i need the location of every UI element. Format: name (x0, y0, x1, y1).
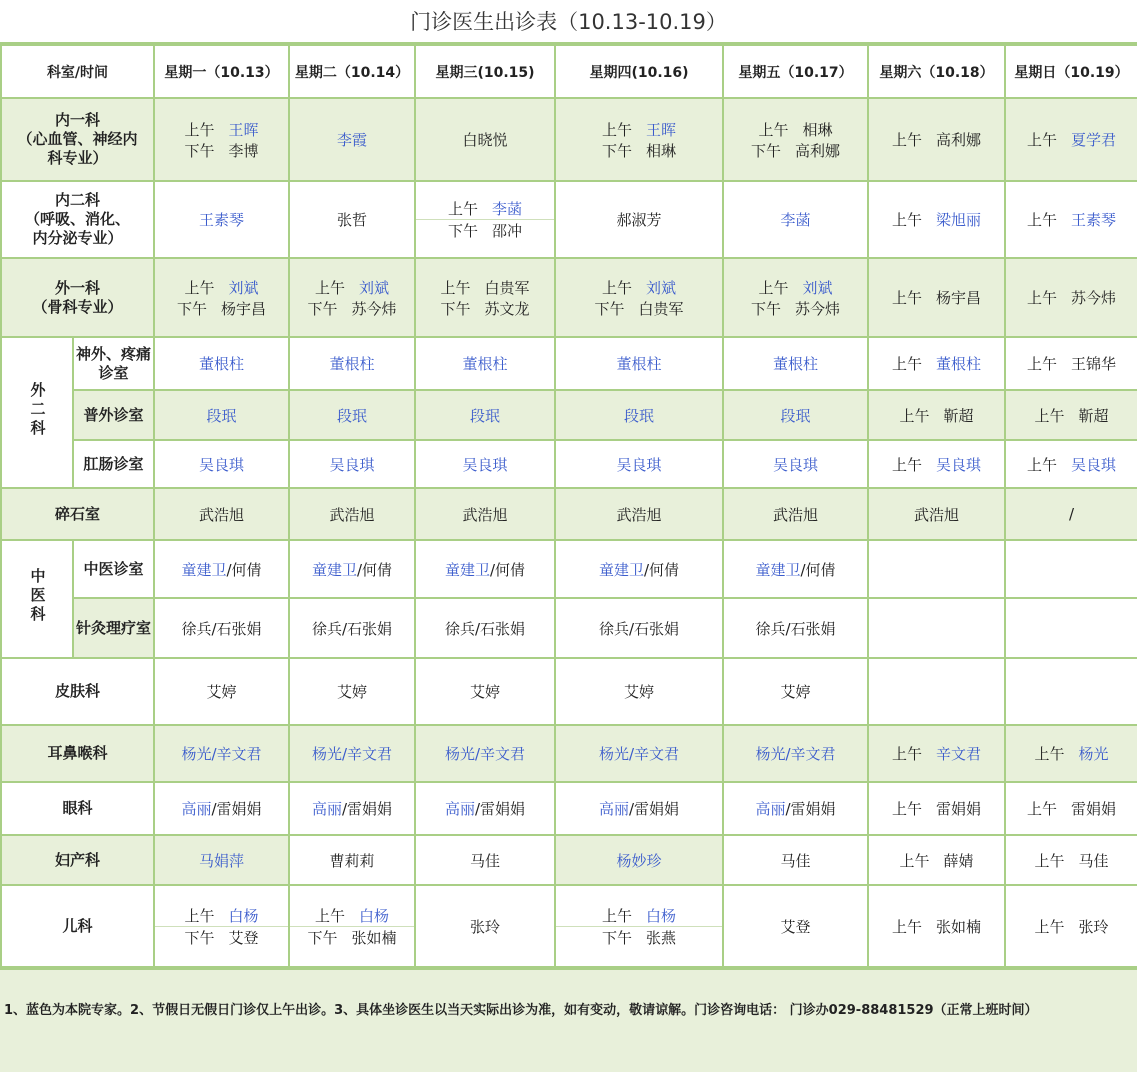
cell: 杨光/辛文君 (723, 725, 868, 782)
row-zhongyi-zhenjiu (1, 598, 1137, 658)
dept-nei2: 内二科 （呼吸、消化、 内分泌专业） (1, 181, 154, 258)
cell: 董根柱 (415, 337, 555, 390)
cell: 童建卫/何倩 (415, 540, 555, 598)
cell: 武浩旭 (415, 488, 555, 540)
cell: 上午 王素琴 (1005, 181, 1137, 258)
subdept-gangchang: 肛肠诊室 (73, 440, 154, 488)
cell: 徐兵/石张娟 (723, 598, 868, 658)
cell: 马娟萍 (154, 835, 289, 885)
cell: 艾婷 (555, 658, 723, 725)
cell: 杨光/辛文君 (154, 725, 289, 782)
cell: 武浩旭 (154, 488, 289, 540)
cell: 吴良琪 (555, 440, 723, 488)
cell: 上午 雷娟娟 (1005, 782, 1137, 835)
cell: 武浩旭 (289, 488, 415, 540)
row-zhongyi-zhenshi (1, 540, 1137, 598)
cell: 杨光/辛文君 (289, 725, 415, 782)
dept-pifu: 皮肤科 (1, 658, 154, 725)
row-wai2-gangchang (1, 440, 1137, 488)
row-pifu (1, 658, 1137, 725)
page-title: 门诊医生出诊表（10.13-10.19） (0, 0, 1137, 44)
cell: 上午 靳超 (868, 390, 1005, 440)
cell: 上午 相琳 下午 高利娜 (723, 98, 868, 181)
row-er (1, 885, 1137, 967)
cell: 徐兵/石张娟 (415, 598, 555, 658)
cell (868, 598, 1005, 658)
subdept-shenwai: 神外、疼痛诊室 (73, 337, 154, 390)
cell: 董根柱 (723, 337, 868, 390)
row-suishi (1, 488, 1137, 540)
cell: 童建卫/何倩 (154, 540, 289, 598)
cell: 上午 夏学君 (1005, 98, 1137, 181)
dept-er: 儿科 (1, 885, 154, 967)
row-erbi (1, 725, 1137, 782)
cell: 马佳 (723, 835, 868, 885)
cell: 上午 张玲 (1005, 885, 1137, 967)
cell (1005, 598, 1137, 658)
cell: 艾婷 (723, 658, 868, 725)
cell: 童建卫/何倩 (723, 540, 868, 598)
cell (1005, 540, 1137, 598)
cell: 段珉 (555, 390, 723, 440)
cell: 上午 李菡 下午 邵冲 (415, 181, 555, 258)
header-saturday: 星期六（10.18） (868, 45, 1005, 98)
cell: 艾婷 (154, 658, 289, 725)
header-friday: 星期五（10.17） (723, 45, 868, 98)
cell: 上午 王锦华 (1005, 337, 1137, 390)
cell: 上午 刘斌 下午 苏今炜 (289, 258, 415, 337)
cell: 吴良琪 (415, 440, 555, 488)
subdept-zhenjiu: 针灸理疗室 (73, 598, 154, 658)
header-tuesday: 星期二（10.14） (289, 45, 415, 98)
dept-nei1: 内一科 （心血管、神经内 科专业） (1, 98, 154, 181)
cell: 上午 辛文君 (868, 725, 1005, 782)
dept-wai2: 外二科 (1, 337, 73, 488)
cell: 张玲 (415, 885, 555, 967)
cell: 徐兵/石张娟 (289, 598, 415, 658)
cell: 上午 刘斌 下午 苏今炜 (723, 258, 868, 337)
cell: 上午 白贵军 下午 苏文龙 (415, 258, 555, 337)
cell: 武浩旭 (868, 488, 1005, 540)
cell: 董根柱 (154, 337, 289, 390)
cell: 杨光/辛文君 (415, 725, 555, 782)
cell: 高丽/雷娟娟 (154, 782, 289, 835)
cell: 上午 薛婧 (868, 835, 1005, 885)
cell: 高丽/雷娟娟 (289, 782, 415, 835)
cell: 艾登 (723, 885, 868, 967)
cell: / (1005, 488, 1137, 540)
row-yan (1, 782, 1137, 835)
cell: 上午 杨光 (1005, 725, 1137, 782)
cell: 上午 杨宇昌 (868, 258, 1005, 337)
cell: 董根柱 (289, 337, 415, 390)
cell: 上午 白杨 下午 张燕 (555, 885, 723, 967)
header-wednesday: 星期三(10.15) (415, 45, 555, 98)
cell (1005, 658, 1137, 725)
cell: 童建卫/何倩 (289, 540, 415, 598)
cell: 徐兵/石张娟 (154, 598, 289, 658)
cell: 李霞 (289, 98, 415, 181)
cell: 张哲 (289, 181, 415, 258)
cell: 吴良琪 (289, 440, 415, 488)
cell: 段珉 (415, 390, 555, 440)
cell: 曹莉莉 (289, 835, 415, 885)
cell: 段珉 (289, 390, 415, 440)
cell: 吴良琪 (723, 440, 868, 488)
cell: 上午 靳超 (1005, 390, 1137, 440)
cell: 徐兵/石张娟 (555, 598, 723, 658)
cell: 上午 高利娜 (868, 98, 1005, 181)
cell: 艾婷 (289, 658, 415, 725)
cell: 高丽/雷娟娟 (415, 782, 555, 835)
cell: 郝淑芳 (555, 181, 723, 258)
footer-note: 1、蓝色为本院专家。2、节假日无假日门诊仅上午出诊。3、具体坐诊医生以当天实际出诊为准，如有变动，敬请谅解。门诊咨询电话： 门诊办029-88481529（正常上班时间） (0, 968, 1137, 1072)
cell: 上午 王晖 下午 相琳 (555, 98, 723, 181)
schedule-table (0, 44, 1137, 968)
cell: 上午 吴良琪 (1005, 440, 1137, 488)
header-monday: 星期一（10.13） (154, 45, 289, 98)
header-row (1, 45, 1137, 98)
row-wai1 (1, 258, 1137, 337)
dept-wai1: 外一科 （骨科专业） (1, 258, 154, 337)
cell: 上午 雷娟娟 (868, 782, 1005, 835)
cell: 上午 梁旭丽 (868, 181, 1005, 258)
row-fuchan (1, 835, 1137, 885)
dept-fuchan: 妇产科 (1, 835, 154, 885)
header-dept-time: 科室/时间 (1, 45, 154, 98)
header-thursday: 星期四(10.16) (555, 45, 723, 98)
dept-zhongyi: 中医科 (1, 540, 73, 658)
cell: 段珉 (154, 390, 289, 440)
cell: 上午 白杨 下午 艾登 (154, 885, 289, 967)
cell: 高丽/雷娟娟 (555, 782, 723, 835)
header-sunday: 星期日（10.19） (1005, 45, 1137, 98)
cell: 艾婷 (415, 658, 555, 725)
cell: 吴良琪 (154, 440, 289, 488)
cell: 王素琴 (154, 181, 289, 258)
cell: 上午 吴良琪 (868, 440, 1005, 488)
cell (868, 658, 1005, 725)
row-wai2-puwai (1, 390, 1137, 440)
cell: 李菡 (723, 181, 868, 258)
cell: 上午 马佳 (1005, 835, 1137, 885)
dept-erbi: 耳鼻喉科 (1, 725, 154, 782)
cell: 白晓悦 (415, 98, 555, 181)
cell: 上午 刘斌 下午 杨宇昌 (154, 258, 289, 337)
cell: 上午 张如楠 (868, 885, 1005, 967)
cell: 上午 王晖 下午 李博 (154, 98, 289, 181)
cell: 上午 苏今炜 (1005, 258, 1137, 337)
cell: 童建卫/何倩 (555, 540, 723, 598)
cell: 高丽/雷娟娟 (723, 782, 868, 835)
cell: 武浩旭 (555, 488, 723, 540)
subdept-zhongyi: 中医诊室 (73, 540, 154, 598)
cell: 马佳 (415, 835, 555, 885)
cell: 段珉 (723, 390, 868, 440)
cell: 董根柱 (555, 337, 723, 390)
dept-suishi: 碎石室 (1, 488, 154, 540)
cell: 上午 白杨 下午 张如楠 (289, 885, 415, 967)
cell: 上午 刘斌 下午 白贵军 (555, 258, 723, 337)
cell: 武浩旭 (723, 488, 868, 540)
cell (868, 540, 1005, 598)
row-wai2-shenwai (1, 337, 1137, 390)
dept-yan: 眼科 (1, 782, 154, 835)
row-nei2 (1, 181, 1137, 258)
cell: 上午 董根柱 (868, 337, 1005, 390)
cell: 杨妙珍 (555, 835, 723, 885)
subdept-puwai: 普外诊室 (73, 390, 154, 440)
cell: 杨光/辛文君 (555, 725, 723, 782)
row-nei1 (1, 98, 1137, 181)
